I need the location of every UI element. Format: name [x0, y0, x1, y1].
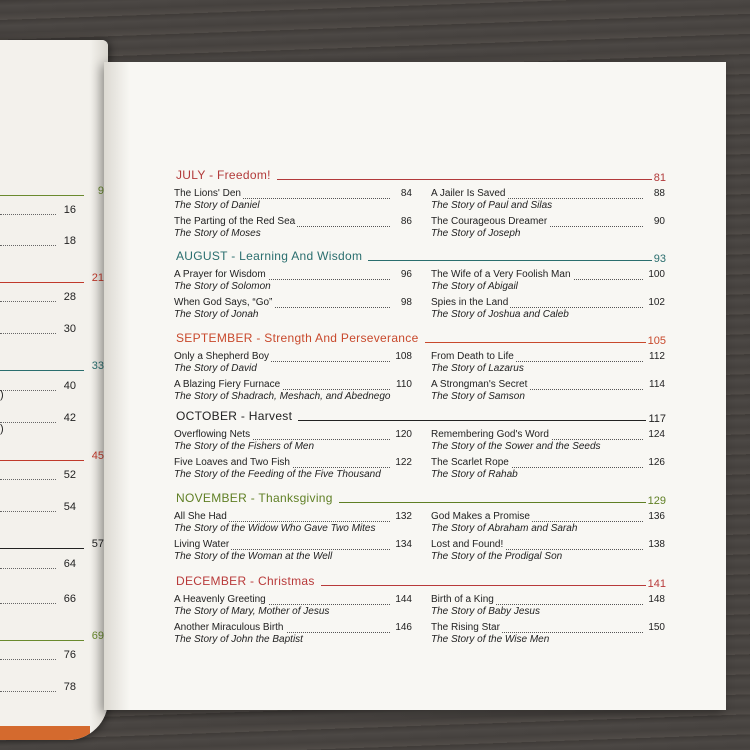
month-page-number: 141: [647, 578, 666, 590]
month-rule: [321, 585, 646, 586]
story-subtitle: The Story of Paul and Silas: [431, 200, 553, 211]
story-subtitle: The Story of David: [174, 363, 257, 374]
left-leader-dots: [0, 214, 56, 215]
story-subtitle: The Story of Solomon: [174, 281, 271, 292]
story-page-number: 124: [648, 429, 665, 440]
month-page-number: 81: [653, 172, 666, 184]
toc-entry: [174, 379, 412, 403]
story-title: A Heavenly Greeting: [174, 594, 266, 605]
left-leader-dots: [0, 245, 56, 246]
month-title: DECEMBER - Christmas: [176, 574, 315, 588]
left-page-number: 66: [63, 593, 76, 605]
left-toc-row: [0, 450, 108, 466]
toc-entry: [174, 216, 412, 240]
left-month-rule: [0, 640, 84, 641]
toc-entry: [174, 594, 412, 618]
left-month-rule: [0, 282, 84, 283]
left-page-number: 78: [63, 681, 76, 693]
story-page-number: 108: [395, 351, 412, 362]
story-page-number: 96: [400, 269, 412, 280]
left-toc-row: [0, 558, 80, 572]
story-title: When God Says, “Go”: [174, 297, 273, 308]
story-subtitle: The Story of Rahab: [431, 469, 518, 480]
left-page-number: 28: [63, 291, 76, 303]
story-subtitle: The Story of Mary, Mother of Jesus: [174, 606, 330, 617]
month-header-october: [176, 409, 666, 425]
story-title: Lost and Found!: [431, 539, 504, 550]
month-title: NOVEMBER - Thanksgiving: [176, 491, 333, 505]
story-subtitle: The Story of Abigail: [431, 281, 518, 292]
left-fragment-row: [0, 424, 80, 438]
story-title: From Death to Life: [431, 351, 514, 362]
story-page-number: 134: [395, 539, 412, 550]
month-header-september: [176, 331, 666, 347]
story-subtitle: The Story of Joseph: [431, 228, 521, 239]
left-leader-dots: [0, 603, 56, 604]
story-page-number: 110: [396, 379, 412, 390]
left-toc-row: [0, 538, 108, 554]
story-title: Living Water: [174, 539, 230, 550]
month-rule: [277, 179, 652, 180]
story-page-number: 86: [400, 216, 412, 227]
story-title: Remembering God's Word: [431, 429, 549, 440]
toc-entry: [431, 594, 665, 618]
left-fragment: ): [0, 423, 4, 435]
story-title: God Makes a Promise: [431, 511, 530, 522]
left-month-rule: [0, 548, 84, 549]
month-page-number: 93: [653, 253, 666, 265]
story-title: Birth of a King: [431, 594, 494, 605]
story-title: Five Loaves and Two Fish: [174, 457, 290, 468]
toc-entry: [431, 351, 665, 375]
left-fragment: ): [0, 389, 4, 401]
story-title: All She Had: [174, 511, 227, 522]
story-subtitle: The Story of the Widow Who Gave Two Mites: [174, 523, 376, 534]
left-fragment-row: [0, 390, 80, 404]
left-toc-row: [0, 323, 80, 337]
left-page-number: 54: [63, 501, 76, 513]
toc-entry: [174, 269, 412, 293]
month-rule: [298, 420, 646, 421]
left-toc-row: [0, 272, 108, 288]
story-title: A Strongman's Secret: [431, 379, 528, 390]
toc-entry: [431, 539, 665, 563]
left-leader-dots: [0, 568, 56, 569]
toc-entry: [431, 188, 665, 212]
story-page-number: 88: [653, 188, 665, 199]
month-header-august: [176, 249, 666, 265]
left-leader-dots: [0, 333, 56, 334]
toc-entry: [431, 511, 665, 535]
left-page-number: 57: [91, 538, 104, 550]
toc-entry: [431, 269, 665, 293]
toc-entry: [174, 429, 412, 453]
story-page-number: 120: [395, 429, 412, 440]
story-page-number: 114: [649, 379, 665, 390]
toc-entry: [174, 622, 412, 646]
story-page-number: 148: [648, 594, 665, 605]
story-page-number: 146: [395, 622, 412, 633]
story-subtitle: The Story of the Feeding of the Five Thousand: [174, 469, 381, 480]
left-toc-row: [0, 593, 80, 607]
story-page-number: 90: [653, 216, 665, 227]
left-toc-row: [0, 204, 80, 218]
left-toc-row: [0, 185, 108, 201]
month-header-july: [176, 168, 666, 184]
story-page-number: 112: [649, 351, 665, 362]
story-subtitle: The Story of John the Baptist: [174, 634, 303, 645]
month-page-number: 129: [647, 495, 666, 507]
left-page-number: 45: [91, 450, 104, 462]
left-page-number: 52: [63, 469, 76, 481]
left-toc-row: [0, 360, 108, 376]
left-page-number: 33: [91, 360, 104, 372]
left-toc-row: [0, 681, 80, 695]
left-page-number: 40: [63, 380, 76, 392]
book-cover-edge: [0, 726, 90, 740]
story-title: A Prayer for Wisdom: [174, 269, 266, 280]
left-toc-row: [0, 235, 80, 249]
story-subtitle: The Story of Abraham and Sarah: [431, 523, 578, 534]
story-title: A Jailer Is Saved: [431, 188, 506, 199]
story-subtitle: The Story of the Fishers of Men: [174, 441, 315, 452]
left-page-number: 9: [97, 185, 104, 197]
left-page-number: 42: [63, 412, 76, 424]
story-subtitle: The Story of the Wise Men: [431, 634, 550, 645]
story-title: Overflowing Nets: [174, 429, 251, 440]
story-subtitle: The Story of Joshua and Caleb: [431, 309, 569, 320]
story-page-number: 132: [395, 511, 412, 522]
story-title: The Lions' Den: [174, 188, 241, 199]
month-rule: [339, 502, 646, 503]
story-subtitle: The Story of Shadrach, Meshach, and Abednego: [174, 391, 391, 402]
story-subtitle: The Story of Samson: [431, 391, 525, 402]
left-toc-row: [0, 630, 108, 646]
month-title: OCTOBER - Harvest: [176, 409, 293, 423]
month-header-november: [176, 491, 666, 507]
story-page-number: 122: [395, 457, 412, 468]
story-title: Only a Shepherd Boy: [174, 351, 270, 362]
story-page-number: 144: [395, 594, 412, 605]
story-subtitle: The Story of the Prodigal Son: [431, 551, 563, 562]
story-page-number: 150: [648, 622, 665, 633]
story-title: A Blazing Fiery Furnace: [174, 379, 281, 390]
toc-entry: [431, 457, 665, 481]
left-page-number: 21: [91, 272, 104, 284]
left-leader-dots: [0, 479, 56, 480]
left-page: [0, 40, 108, 740]
story-title: Another Miraculous Birth: [174, 622, 284, 633]
story-page-number: 84: [400, 188, 412, 199]
toc-entry: [174, 297, 412, 321]
toc-entry: [431, 216, 665, 240]
story-title: The Wife of a Very Foolish Man: [431, 269, 571, 280]
left-page-number: 18: [63, 235, 76, 247]
month-title: AUGUST - Learning And Wisdom: [176, 249, 363, 263]
month-rule: [425, 342, 646, 343]
left-page-number: 69: [91, 630, 104, 642]
month-page-number: 105: [647, 335, 666, 347]
story-title: The Parting of the Red Sea: [174, 216, 296, 227]
story-page-number: 138: [648, 539, 665, 550]
left-page-number: 64: [63, 558, 76, 570]
left-toc-row: [0, 649, 80, 663]
left-month-rule: [0, 370, 84, 371]
month-rule: [368, 260, 652, 261]
left-toc-row: [0, 469, 80, 483]
toc-entry: [431, 622, 665, 646]
toc-page: [104, 62, 726, 710]
toc-entry: [431, 297, 665, 321]
toc-entry: [174, 188, 412, 212]
toc-entry: [174, 511, 412, 535]
left-leader-dots: [0, 659, 56, 660]
story-subtitle: The Story of Lazarus: [431, 363, 524, 374]
story-subtitle: The Story of the Sower and the Seeds: [431, 441, 601, 452]
month-title: JULY - Freedom!: [176, 168, 271, 182]
toc-entry: [174, 351, 412, 375]
left-leader-dots: [0, 422, 56, 423]
left-page-number: 30: [63, 323, 76, 335]
toc-entry: [431, 379, 665, 403]
left-leader-dots: [0, 511, 56, 512]
story-page-number: 136: [648, 511, 665, 522]
story-subtitle: The Story of Baby Jesus: [431, 606, 540, 617]
story-page-number: 126: [648, 457, 665, 468]
toc-entry: [431, 429, 665, 453]
story-title: The Scarlet Rope: [431, 457, 509, 468]
left-toc-row: [0, 501, 80, 515]
left-month-rule: [0, 460, 84, 461]
story-page-number: 100: [648, 269, 665, 280]
left-leader-dots: [0, 301, 56, 302]
story-subtitle: The Story of Daniel: [174, 200, 260, 211]
story-subtitle: The Story of Moses: [174, 228, 261, 239]
story-subtitle: The Story of the Woman at the Well: [174, 551, 333, 562]
month-title: SEPTEMBER - Strength And Perseverance: [176, 331, 419, 345]
left-month-rule: [0, 195, 84, 196]
story-title: Spies in the Land: [431, 297, 509, 308]
toc-entry: [174, 457, 412, 481]
month-header-december: [176, 574, 666, 590]
toc-entry: [174, 539, 412, 563]
left-page-number: 76: [63, 649, 76, 661]
month-page-number: 117: [648, 413, 666, 425]
story-subtitle: The Story of Jonah: [174, 309, 259, 320]
left-page-number: 16: [63, 204, 76, 216]
story-title: The Rising Star: [431, 622, 500, 633]
left-leader-dots: [0, 691, 56, 692]
story-page-number: 102: [648, 297, 665, 308]
story-title: The Courageous Dreamer: [431, 216, 548, 227]
left-toc-row: [0, 291, 80, 305]
story-page-number: 98: [400, 297, 412, 308]
